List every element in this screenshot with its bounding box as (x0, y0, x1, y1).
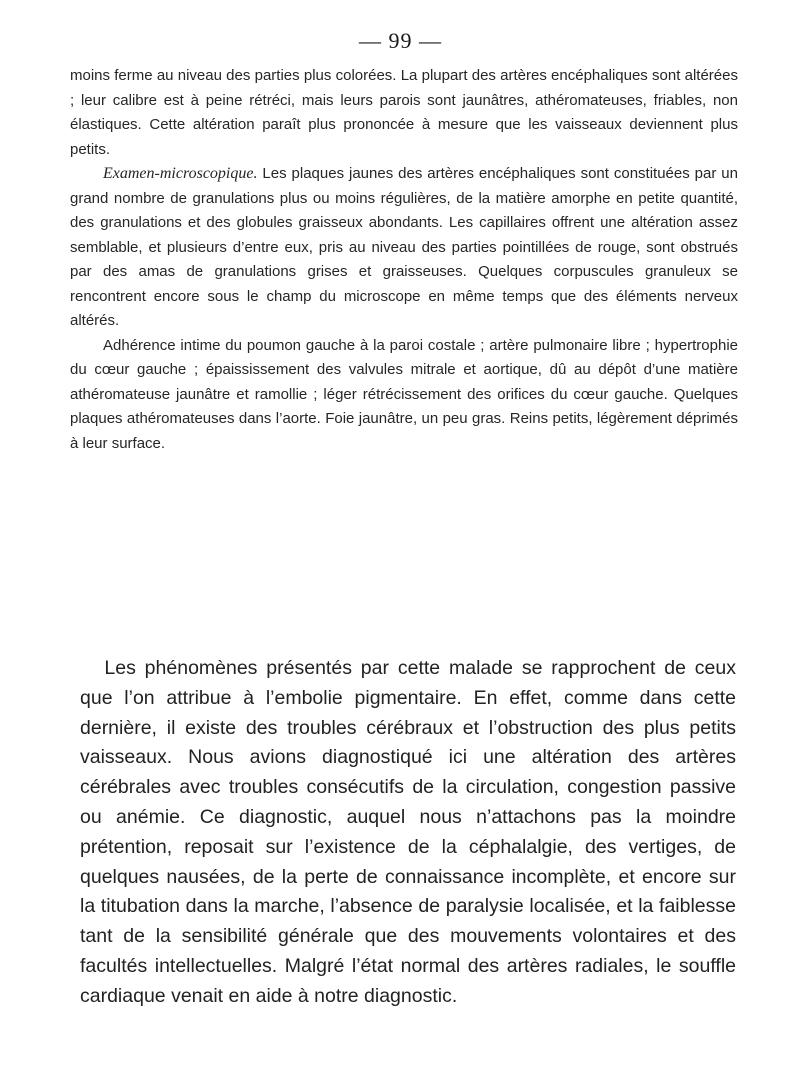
microscopic-exam-heading: Examen-microscopique. (103, 165, 258, 182)
paragraph-diagnosis-discussion: Les phénomènes présentés par cette malade se rapprochent de ceux que l’on attribue à l’embolie pigmentaire. En effet, comme dans cette dernière, il existe des troubles cérébraux et l’obstruction des plus petits vaisseaux. Nous avions diagnostiqué ici une altération des artères cérébrales avec troubles consécutifs de la circulation, congestion passive ou anémie. Ce diagnostic, auquel nous n’attachons pas la moindre prétention, reposait sur l’existence de la céphalalgie, des vertiges, de quelques nausées, de la perte de connaissance incomplète, et encore sur la titubation dans la marche, l’absence de paralysie localisée, et la faiblesse tant de la sensibilité générale que des mouvements volontaires et des facultés intellectuelles. Malgré l’état normal des artères radiales, le souffle cardiaque venait en aide à notre diagnostic. (80, 657, 736, 1007)
paragraph-microscopic-exam (70, 162, 738, 334)
microscopic-exam-text: Les plaques jaunes des artères encéphaliques sont constituées par un grand nombre de granulations plus ou moins régulières, de la matière amorphe en petite quantité, des granulations et des globules graisseux abondants. Les capillaires offrent une altération assez semblable, et plusieurs d’entre eux, pris au niveau des parties pointillées de rouge, sont obstrués par des amas de granulations grises et graisseuses. Quelques corpuscules granuleux se rencontrent encore sous le champ du microscope en même temps que des éléments nerveux altérés. (70, 165, 738, 329)
page-number: — 99 — (359, 28, 442, 53)
paragraph-organ-findings: Adhérence intime du poumon gauche à la paroi costale ; artère pulmonaire libre ; hypertrophie du cœur gauche ; épaississement des valvules mitrale et aortique, dû au dépôt d’une matière athéromateuse jaunâtre et ramollie ; léger rétrécissement des orifices du cœur gauche. Quelques plaques athéromateuses dans l’aorte. Foie jaunâtre, un peu gras. Reins petits, légèrement déprimés à leur surface. (70, 336, 738, 452)
observation-notes (70, 64, 738, 456)
commentary (80, 654, 736, 1012)
paragraph-autopsy-arteries: moins ferme au niveau des parties plus colorées. La plupart des artères encéphaliques sont altérées ; leur calibre est à peine rétréci, mais leurs parois sont jaunâtres, athéromateuses, friables, non élastiques. Cette altération paraît plus prononcée à mesure que les vaisseaux deviennent plus petits. (70, 67, 738, 158)
